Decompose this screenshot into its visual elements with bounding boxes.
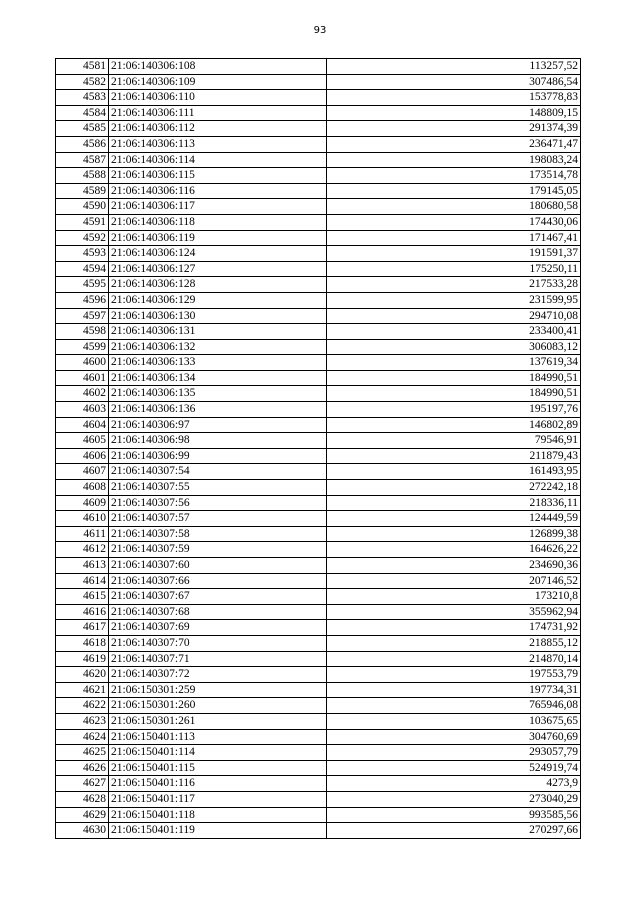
row-number-cell: 4608 — [56, 480, 109, 496]
cadastral-number-cell: 21:06:140306:98 — [109, 433, 327, 449]
cadastral-value-cell: 124449,59 — [327, 511, 581, 527]
cadastral-value-cell: 179145,05 — [327, 183, 581, 199]
table-row — [56, 59, 581, 75]
cadastral-number-cell: 21:06:140307:58 — [109, 526, 327, 542]
cadastral-number-cell: 21:06:140306:130 — [109, 308, 327, 324]
cadastral-value-cell: 164626,22 — [327, 542, 581, 558]
cadastral-number-cell: 21:06:140306:127 — [109, 261, 327, 277]
cadastral-number-cell: 21:06:140307:71 — [109, 651, 327, 667]
cadastral-value-cell: 355962,94 — [327, 604, 581, 620]
cadastral-number-cell: 21:06:150401:118 — [109, 807, 327, 823]
table-row — [56, 635, 581, 651]
table-row — [56, 823, 581, 839]
cadastral-value-cell: 270297,66 — [327, 823, 581, 839]
table-row — [56, 573, 581, 589]
table-row — [56, 667, 581, 683]
table-row — [56, 246, 581, 262]
table-row — [56, 292, 581, 308]
table-row — [56, 807, 581, 823]
cadastral-number-cell: 21:06:140306:114 — [109, 152, 327, 168]
cadastral-number-cell: 21:06:140306:111 — [109, 105, 327, 121]
table-row — [56, 199, 581, 215]
cadastral-value-cell: 173210,8 — [327, 589, 581, 605]
cadastral-value-cell: 173514,78 — [327, 168, 581, 184]
table-row — [56, 558, 581, 574]
cadastral-number-cell: 21:06:140306:129 — [109, 292, 327, 308]
row-number-cell: 4623 — [56, 713, 109, 729]
cadastral-number-cell: 21:06:140307:54 — [109, 464, 327, 480]
row-number-cell: 4593 — [56, 246, 109, 262]
cadastral-value-cell: 175250,11 — [327, 261, 581, 277]
cadastral-number-cell: 21:06:140306:133 — [109, 355, 327, 371]
cadastral-number-cell: 21:06:140306:119 — [109, 230, 327, 246]
row-number-cell: 4627 — [56, 776, 109, 792]
cadastral-number-cell: 21:06:140307:72 — [109, 667, 327, 683]
table-row — [56, 339, 581, 355]
cadastral-value-cell: 294710,08 — [327, 308, 581, 324]
cadastral-value-cell: 191591,37 — [327, 246, 581, 262]
row-number-cell: 4590 — [56, 199, 109, 215]
row-number-cell: 4586 — [56, 136, 109, 152]
cadastral-number-cell: 21:06:150301:261 — [109, 713, 327, 729]
row-number-cell: 4585 — [56, 121, 109, 137]
cadastral-value-cell: 304760,69 — [327, 729, 581, 745]
table-row — [56, 121, 581, 137]
cadastral-number-cell: 21:06:140306:131 — [109, 324, 327, 340]
cadastral-number-cell: 21:06:150401:114 — [109, 745, 327, 761]
cadastral-number-cell: 21:06:140306:117 — [109, 199, 327, 215]
table-row — [56, 168, 581, 184]
cadastral-number-cell: 21:06:140306:115 — [109, 168, 327, 184]
cadastral-number-cell: 21:06:140307:68 — [109, 604, 327, 620]
cadastral-number-cell: 21:06:140306:128 — [109, 277, 327, 293]
cadastral-number-cell: 21:06:140306:132 — [109, 339, 327, 355]
table-row — [56, 417, 581, 433]
row-number-cell: 4600 — [56, 355, 109, 371]
cadastral-value-cell: 306083,12 — [327, 339, 581, 355]
cadastral-number-cell: 21:06:140306:118 — [109, 214, 327, 230]
cadastral-value-cell: 146802,89 — [327, 417, 581, 433]
table-row — [56, 448, 581, 464]
table-row — [56, 542, 581, 558]
cadastral-value-cell: 198083,24 — [327, 152, 581, 168]
row-number-cell: 4588 — [56, 168, 109, 184]
cadastral-value-cell: 231599,95 — [327, 292, 581, 308]
cadastral-value-cell: 291374,39 — [327, 121, 581, 137]
cadastral-value-cell: 993585,56 — [327, 807, 581, 823]
table-row — [56, 791, 581, 807]
cadastral-number-cell: 21:06:140307:56 — [109, 495, 327, 511]
cadastral-value-cell: 293057,79 — [327, 745, 581, 761]
cadastral-number-cell: 21:06:140307:60 — [109, 558, 327, 574]
row-number-cell: 4595 — [56, 277, 109, 293]
cadastral-number-cell: 21:06:150401:117 — [109, 791, 327, 807]
table-row — [56, 464, 581, 480]
row-number-cell: 4625 — [56, 745, 109, 761]
table-row — [56, 480, 581, 496]
cadastral-number-cell: 21:06:140306:135 — [109, 386, 327, 402]
table-row — [56, 713, 581, 729]
cadastral-value-cell: 214870,14 — [327, 651, 581, 667]
row-number-cell: 4617 — [56, 620, 109, 636]
cadastral-number-cell: 21:06:140307:55 — [109, 480, 327, 496]
cadastral-number-cell: 21:06:140307:57 — [109, 511, 327, 527]
cadastral-value-cell: 113257,52 — [327, 59, 581, 75]
row-number-cell: 4609 — [56, 495, 109, 511]
cadastral-value-cell: 180680,58 — [327, 199, 581, 215]
cadastral-number-cell: 21:06:140306:124 — [109, 246, 327, 262]
table-row — [56, 183, 581, 199]
row-number-cell: 4606 — [56, 448, 109, 464]
cadastral-value-cell: 207146,52 — [327, 573, 581, 589]
row-number-cell: 4584 — [56, 105, 109, 121]
row-number-cell: 4598 — [56, 324, 109, 340]
row-number-cell: 4582 — [56, 74, 109, 90]
cadastral-value-cell: 197553,79 — [327, 667, 581, 683]
cadastral-value-cell: 217533,28 — [327, 277, 581, 293]
cadastral-value-cell: 218855,12 — [327, 635, 581, 651]
table-row — [56, 651, 581, 667]
cadastral-number-cell: 21:06:140307:70 — [109, 635, 327, 651]
row-number-cell: 4614 — [56, 573, 109, 589]
row-number-cell: 4620 — [56, 667, 109, 683]
row-number-cell: 4596 — [56, 292, 109, 308]
row-number-cell: 4611 — [56, 526, 109, 542]
cadastral-number-cell: 21:06:140306:110 — [109, 90, 327, 106]
row-number-cell: 4605 — [56, 433, 109, 449]
table-row — [56, 308, 581, 324]
table-row — [56, 324, 581, 340]
cadastral-value-cell: 148809,15 — [327, 105, 581, 121]
row-number-cell: 4613 — [56, 558, 109, 574]
table-row — [56, 136, 581, 152]
table-row — [56, 152, 581, 168]
row-number-cell: 4594 — [56, 261, 109, 277]
cadastral-value-cell: 234690,36 — [327, 558, 581, 574]
cadastral-number-cell: 21:06:140306:113 — [109, 136, 327, 152]
cadastral-number-cell: 21:06:150401:115 — [109, 760, 327, 776]
cadastral-number-cell: 21:06:140306:97 — [109, 417, 327, 433]
cadastral-value-cell: 211879,43 — [327, 448, 581, 464]
cadastral-value-cell: 174731,92 — [327, 620, 581, 636]
table-row — [56, 745, 581, 761]
row-number-cell: 4615 — [56, 589, 109, 605]
cadastral-number-cell: 21:06:150401:119 — [109, 823, 327, 839]
cadastral-value-cell: 184990,51 — [327, 386, 581, 402]
row-number-cell: 4589 — [56, 183, 109, 199]
row-number-cell: 4581 — [56, 59, 109, 75]
row-number-cell: 4591 — [56, 214, 109, 230]
table-row — [56, 698, 581, 714]
row-number-cell: 4587 — [56, 152, 109, 168]
cadastral-number-cell: 21:06:140306:99 — [109, 448, 327, 464]
row-number-cell: 4583 — [56, 90, 109, 106]
cadastral-value-cell: 195197,76 — [327, 402, 581, 418]
table-row — [56, 214, 581, 230]
cadastral-number-cell: 21:06:140307:69 — [109, 620, 327, 636]
row-number-cell: 4612 — [56, 542, 109, 558]
row-number-cell: 4602 — [56, 386, 109, 402]
cadastral-number-cell: 21:06:140306:136 — [109, 402, 327, 418]
cadastral-value-cell: 524919,74 — [327, 760, 581, 776]
row-number-cell: 4626 — [56, 760, 109, 776]
cadastral-number-cell: 21:06:140306:134 — [109, 370, 327, 386]
table-row — [56, 105, 581, 121]
cadastral-number-cell: 21:06:150401:113 — [109, 729, 327, 745]
table-row — [56, 511, 581, 527]
cadastral-number-cell: 21:06:140306:108 — [109, 59, 327, 75]
table-row — [56, 776, 581, 792]
table-row — [56, 620, 581, 636]
row-number-cell: 4628 — [56, 791, 109, 807]
cadastral-number-cell: 21:06:140307:67 — [109, 589, 327, 605]
row-number-cell: 4630 — [56, 823, 109, 839]
cadastral-value-cell: 236471,47 — [327, 136, 581, 152]
cadastral-value-cell: 79546,91 — [327, 433, 581, 449]
row-number-cell: 4619 — [56, 651, 109, 667]
table-row — [56, 433, 581, 449]
table-row — [56, 526, 581, 542]
cadastral-value-cell: 307486,54 — [327, 74, 581, 90]
cadastral-value-cell: 273040,29 — [327, 791, 581, 807]
cadastral-value-cell: 126899,38 — [327, 526, 581, 542]
cadastral-number-cell: 21:06:150401:116 — [109, 776, 327, 792]
table-row — [56, 261, 581, 277]
cadastral-value-cell: 184990,51 — [327, 370, 581, 386]
cadastral-value-cell: 174430,06 — [327, 214, 581, 230]
row-number-cell: 4604 — [56, 417, 109, 433]
row-number-cell: 4629 — [56, 807, 109, 823]
cadastral-value-cell: 171467,41 — [327, 230, 581, 246]
cadastral-value-cell: 103675,65 — [327, 713, 581, 729]
cadastral-number-cell: 21:06:150301:260 — [109, 698, 327, 714]
cadastral-number-cell: 21:06:140306:109 — [109, 74, 327, 90]
row-number-cell: 4601 — [56, 370, 109, 386]
page-number: 93 — [313, 25, 327, 36]
table-row — [56, 604, 581, 620]
table-body — [56, 59, 581, 839]
cadastral-value-table — [55, 58, 581, 839]
cadastral-number-cell: 21:06:140306:112 — [109, 121, 327, 137]
row-number-cell: 4599 — [56, 339, 109, 355]
row-number-cell: 4603 — [56, 402, 109, 418]
table-row — [56, 370, 581, 386]
cadastral-value-cell: 233400,41 — [327, 324, 581, 340]
row-number-cell: 4597 — [56, 308, 109, 324]
cadastral-value-cell: 4273,9 — [327, 776, 581, 792]
row-number-cell: 4607 — [56, 464, 109, 480]
cadastral-value-cell: 153778,83 — [327, 90, 581, 106]
row-number-cell: 4616 — [56, 604, 109, 620]
row-number-cell: 4592 — [56, 230, 109, 246]
cadastral-value-cell: 218336,11 — [327, 495, 581, 511]
row-number-cell: 4624 — [56, 729, 109, 745]
cadastral-value-cell: 197734,31 — [327, 682, 581, 698]
cadastral-number-cell: 21:06:140307:59 — [109, 542, 327, 558]
row-number-cell: 4618 — [56, 635, 109, 651]
table-row — [56, 386, 581, 402]
row-number-cell: 4621 — [56, 682, 109, 698]
cadastral-number-cell: 21:06:140307:66 — [109, 573, 327, 589]
cadastral-number-cell: 21:06:150301:259 — [109, 682, 327, 698]
table-row — [56, 402, 581, 418]
table-row — [56, 729, 581, 745]
table-row — [56, 74, 581, 90]
row-number-cell: 4622 — [56, 698, 109, 714]
table-row — [56, 495, 581, 511]
table-row — [56, 277, 581, 293]
table-row — [56, 682, 581, 698]
cadastral-value-cell: 765946,08 — [327, 698, 581, 714]
table-row — [56, 355, 581, 371]
table-row — [56, 589, 581, 605]
table-row — [56, 230, 581, 246]
table-row — [56, 90, 581, 106]
cadastral-value-cell: 161493,95 — [327, 464, 581, 480]
table-row — [56, 760, 581, 776]
row-number-cell: 4610 — [56, 511, 109, 527]
cadastral-value-cell: 272242,18 — [327, 480, 581, 496]
cadastral-value-cell: 137619,34 — [327, 355, 581, 371]
cadastral-number-cell: 21:06:140306:116 — [109, 183, 327, 199]
